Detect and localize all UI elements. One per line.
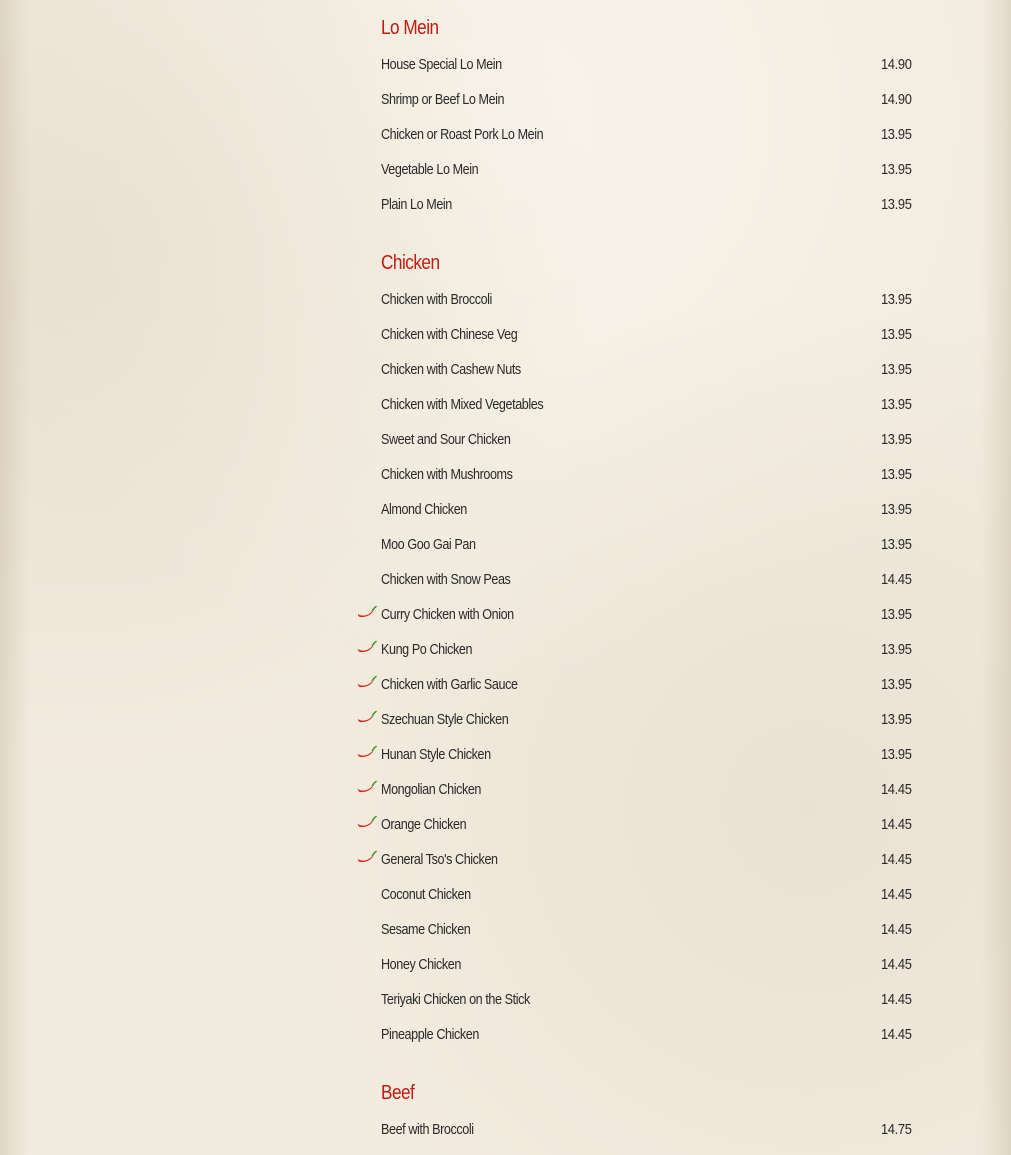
item-price: 13.95: [881, 676, 912, 693]
menu-item[interactable]: [381, 982, 912, 1017]
item-price: 14.45: [881, 571, 912, 588]
item-price: 13.95: [881, 466, 912, 483]
item-name: Plain Lo Mein: [381, 196, 452, 213]
chili-pepper-icon: [357, 605, 377, 619]
chili-pepper-icon: [357, 710, 377, 724]
item-name: Sesame Chicken: [381, 921, 471, 938]
item-price: 13.95: [881, 361, 912, 378]
item-price: 13.95: [881, 536, 912, 553]
item-name: Orange Chicken: [381, 816, 467, 833]
menu-item[interactable]: [381, 82, 912, 117]
item-price: 13.95: [881, 326, 912, 343]
item-price: 13.95: [881, 641, 912, 658]
item-price: 13.95: [881, 431, 912, 448]
menu-item[interactable]: [381, 457, 912, 492]
item-price: 13.95: [881, 291, 912, 308]
item-price: 13.95: [881, 711, 912, 728]
menu-item[interactable]: [381, 47, 912, 82]
item-name: Teriyaki Chicken on the Stick: [381, 991, 530, 1008]
menu-item[interactable]: [381, 527, 912, 562]
item-price: 13.95: [881, 161, 912, 178]
item-price: 14.45: [881, 886, 912, 903]
item-price: 13.95: [881, 501, 912, 518]
item-name: Chicken with Cashew Nuts: [381, 361, 521, 378]
menu-item[interactable]: [381, 282, 912, 317]
menu-item[interactable]: [381, 1112, 912, 1147]
menu-item[interactable]: [381, 842, 912, 877]
menu-item[interactable]: [381, 667, 912, 702]
item-name: Vegetable Lo Mein: [381, 161, 479, 178]
item-price: 14.45: [881, 991, 912, 1008]
item-name: Chicken with Snow Peas: [381, 571, 511, 588]
item-name: General Tso's Chicken: [381, 851, 498, 868]
item-name: Szechuan Style Chicken: [381, 711, 509, 728]
chili-pepper-icon: [357, 780, 377, 794]
item-price: 14.45: [881, 851, 912, 868]
item-name: Shrimp or Beef Lo Mein: [381, 91, 505, 108]
menu-item[interactable]: [381, 807, 912, 842]
item-price: 13.95: [881, 196, 912, 213]
menu-item[interactable]: [381, 877, 912, 912]
menu-item[interactable]: [381, 352, 912, 387]
item-price: 13.95: [881, 746, 912, 763]
item-price: 14.45: [881, 921, 912, 938]
menu-item[interactable]: [381, 947, 912, 982]
item-name: Chicken with Mixed Vegetables: [381, 396, 544, 413]
item-name: Moo Goo Gai Pan: [381, 536, 476, 553]
item-name: Sweet and Sour Chicken: [381, 431, 511, 448]
item-name: Coconut Chicken: [381, 886, 471, 903]
item-price: 14.45: [881, 816, 912, 833]
section-title-chicken: Chicken: [381, 252, 440, 274]
menu-item[interactable]: [381, 492, 912, 527]
menu-item[interactable]: [381, 422, 912, 457]
item-price: 14.90: [881, 56, 912, 73]
menu-item[interactable]: [381, 737, 912, 772]
menu-item[interactable]: [381, 702, 912, 737]
item-name: Almond Chicken: [381, 501, 467, 518]
item-price: 14.45: [881, 781, 912, 798]
chili-pepper-icon: [357, 675, 377, 689]
item-name: Honey Chicken: [381, 956, 461, 973]
chili-pepper-icon: [357, 815, 377, 829]
item-name: Beef with Broccoli: [381, 1121, 474, 1138]
section-title-beef: Beef: [381, 1082, 415, 1104]
menu-item[interactable]: [381, 597, 912, 632]
chili-pepper-icon: [357, 850, 377, 864]
item-name: Chicken with Mushrooms: [381, 466, 513, 483]
item-price: 14.75: [881, 1121, 912, 1138]
menu-item[interactable]: [381, 1017, 912, 1052]
item-price: 13.95: [881, 606, 912, 623]
item-name: Chicken with Garlic Sauce: [381, 676, 518, 693]
menu-item[interactable]: [381, 772, 912, 807]
menu-item[interactable]: [381, 317, 912, 352]
item-price: 13.95: [881, 396, 912, 413]
item-name: House Special Lo Mein: [381, 56, 502, 73]
item-name: Chicken with Broccoli: [381, 291, 492, 308]
item-price: 14.45: [881, 956, 912, 973]
menu-item[interactable]: [381, 117, 912, 152]
menu-item[interactable]: [381, 187, 912, 222]
item-price: 13.95: [881, 126, 912, 143]
item-name: Kung Po Chicken: [381, 641, 473, 658]
item-name: Mongolian Chicken: [381, 781, 482, 798]
menu-item[interactable]: [381, 387, 912, 422]
item-name: Chicken with Chinese Veg: [381, 326, 518, 343]
item-price: 14.90: [881, 91, 912, 108]
item-name: Pineapple Chicken: [381, 1026, 479, 1043]
item-price: 14.45: [881, 1026, 912, 1043]
menu-item[interactable]: [381, 632, 912, 667]
chili-pepper-icon: [357, 745, 377, 759]
menu-item[interactable]: [381, 562, 912, 597]
menu-item[interactable]: [381, 912, 912, 947]
item-name: Curry Chicken with Onion: [381, 606, 514, 623]
menu-item[interactable]: [381, 152, 912, 187]
item-name: Chicken or Roast Pork Lo Mein: [381, 126, 544, 143]
item-name: Hunan Style Chicken: [381, 746, 491, 763]
chili-pepper-icon: [357, 640, 377, 654]
section-title-lo-mein: Lo Mein: [381, 17, 439, 39]
